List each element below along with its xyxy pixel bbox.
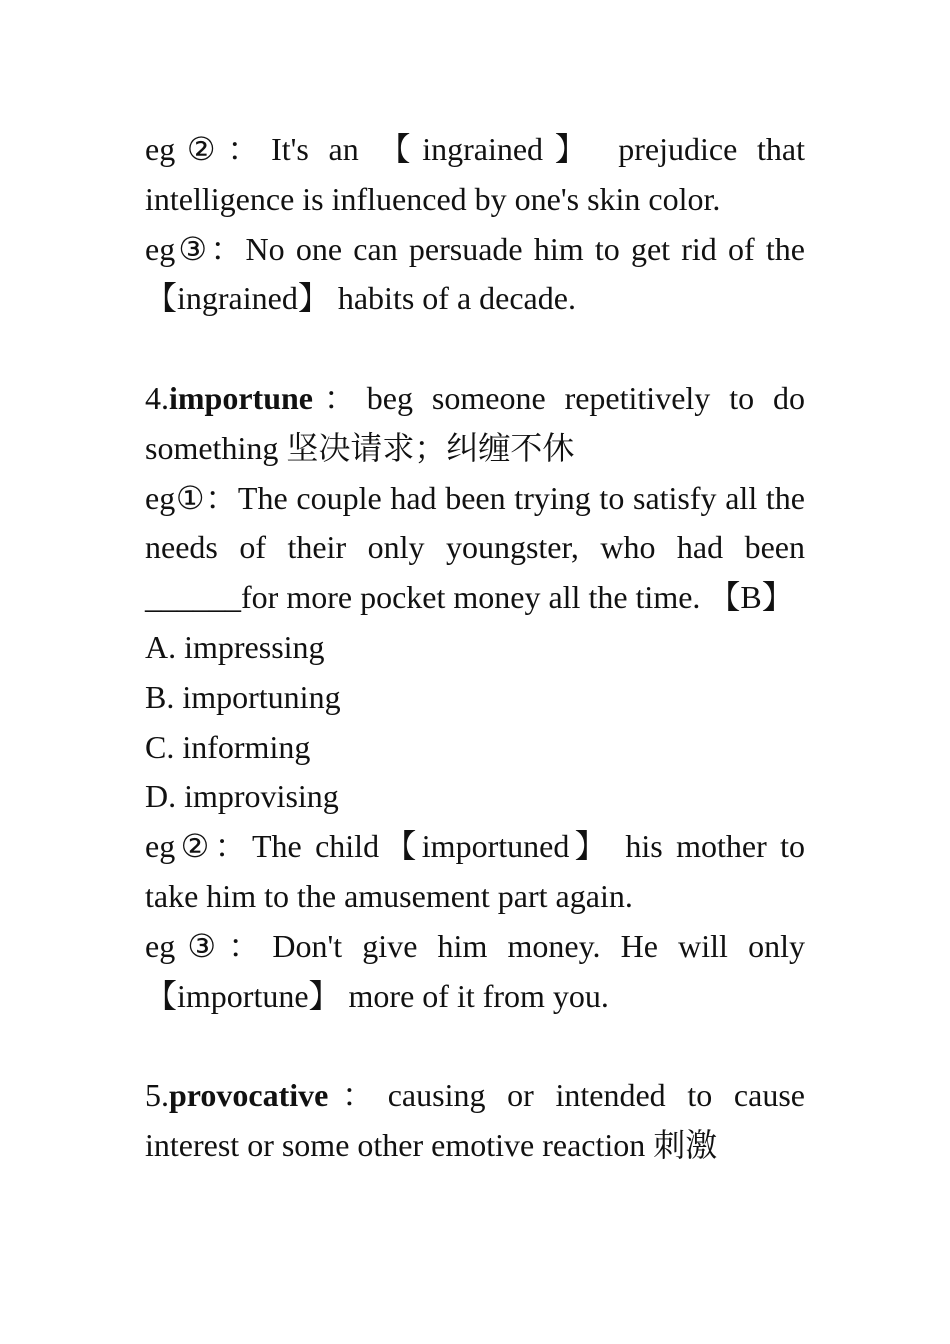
- option-b: B. importuning: [145, 678, 341, 715]
- entry5-word: provocative: [169, 1077, 329, 1114]
- entry4-word: importune: [169, 379, 313, 416]
- document-page: [145, 125, 805, 1171]
- paragraph-gap: [145, 1021, 805, 1071]
- entry5-heading: [145, 1071, 805, 1171]
- entry3-example-2: eg②：It's an 【ingrained】 prejudice that intelligence is influenced by one's skin color.: [145, 131, 805, 217]
- option-a: A. impressing: [145, 628, 325, 665]
- entry4-example-3: eg③：Don't give him money. He will only 【importune】 more of it from you.: [145, 927, 805, 1014]
- option-c: C. informing: [145, 728, 311, 765]
- entry4-number: 4.: [145, 379, 169, 416]
- paragraph-gap: [145, 324, 805, 374]
- entry5-number: 5.: [145, 1077, 169, 1114]
- entry4-example-2: eg②：The child【importuned】 his mother to take him to the amusement part again.: [145, 828, 805, 914]
- entry3-example-3: eg③：No one can persuade him to get rid of the 【ingrained】 habits of a decade.: [145, 230, 805, 317]
- entry5-definition: ：causing or intended to cause interest or some other emotive reaction 刺激: [145, 1077, 805, 1163]
- option-d: D. improvising: [145, 778, 339, 815]
- entry4-definition: ：beg someone repetitively to do something 坚决请求；纠缠不休: [145, 379, 805, 466]
- entry4-example-1: eg①：The couple had been trying to satisfy all the needs of their only youngster, who had been ______for more pocket money all the time. 【B】: [145, 479, 805, 616]
- entry4-heading: [145, 374, 805, 474]
